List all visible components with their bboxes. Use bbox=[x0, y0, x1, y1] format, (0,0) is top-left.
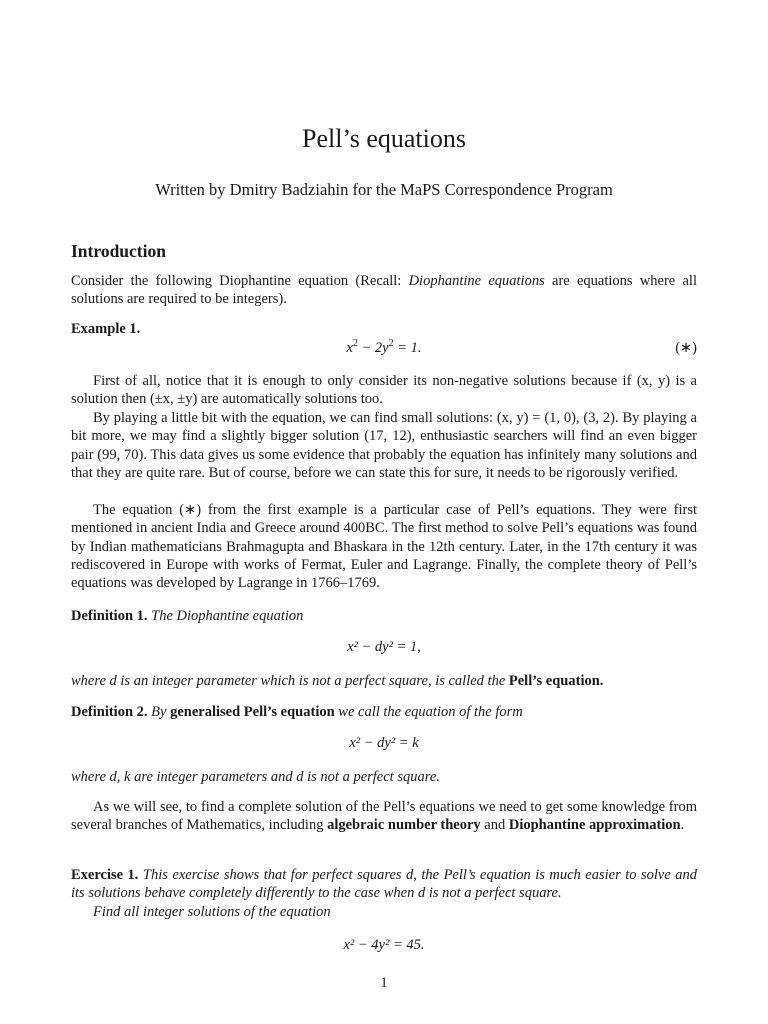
intro-text: Consider the following Diophantine equation (Recall: bbox=[71, 273, 409, 289]
example-1-label: Example 1. bbox=[71, 321, 141, 337]
exercise-1: Exercise 1. This exercise shows that for perfect squares d, the Pell’s equation is much easier to solve and its solutions behave completely differently to the case when d is not a perfect square. bbox=[71, 867, 697, 902]
exercise-1-equation: x² − 4y² = 45. bbox=[343, 937, 425, 953]
intro-paragraph bbox=[71, 272, 697, 309]
definition-1-conclusion: where d is an integer parameter which is not a perfect square, is called the Pell’s equation. bbox=[71, 673, 604, 689]
page-number: 1 bbox=[380, 975, 388, 991]
definition-2-conclusion: where d, k are integer parameters and d is not a perfect square. bbox=[71, 769, 440, 785]
author-line: Written by Dmitry Badziahin for the MaPS Correspondence Program bbox=[155, 180, 613, 199]
example-1-equation: $x^2 - 2y^2 = 1$. bbox=[346, 338, 422, 356]
paragraph-nonnegative: First of all, notice that it is enough to only consider its non-negative solutions because if (x, y) is a solution then (±x, ±y) are automatically solutions too. bbox=[71, 373, 697, 408]
intro-text-end: are equations where all solutions are required to be integers). bbox=[71, 273, 697, 308]
paragraph-small-solutions: By playing a little bit with the equation, we can find small solutions: (x, y) = (1, 0), (3, 2). By playing a bit more, we may find a slightly bigger solution (17, 12), enthusiastic searchers will find an even bigger pair (99, 70). This data gives us some evidence that probably the equation has infinitely many solutions and that they are quite rare. But of course, before we can state this for sure, it needs to be rigorously verified. bbox=[71, 410, 697, 481]
definition-1-equation: x² − dy² = 1, bbox=[347, 639, 421, 655]
definition-2-equation: x² − dy² = k bbox=[349, 735, 419, 751]
paragraph-branches: As we will see, to find a complete solution of the Pell’s equations we need to get some knowledge from several branches of Mathematics, including algebraic number theory and Diophantine approximation. bbox=[71, 799, 697, 834]
section-heading-introduction: Introduction bbox=[71, 241, 166, 261]
paragraph-history: The equation (∗) from the first example is a particular case of Pell’s equations. They were first mentioned in ancient India and Greece around 400BC. The first method to solve Pell’s equations was found by Indian mathematicians Brahmagupta and Bhaskara in the 12th century. Later, in the 17th century it was rediscovered in Europe with works of Fermat, Euler and Lagrange. Finally, the complete theory of Pell’s equations was developed by Lagrange in 1766–1769. bbox=[71, 502, 697, 592]
equation-tag: (∗) bbox=[675, 340, 697, 356]
intro-italic-term: Diophantine equations bbox=[408, 273, 545, 289]
definition-2: Definition 2. By generalised Pell’s equation we call the equation of the form bbox=[71, 704, 523, 720]
page-title: Pell’s equations bbox=[302, 124, 466, 153]
exercise-1-task: Find all integer solutions of the equation bbox=[93, 904, 331, 920]
definition-1: Definition 1. The Diophantine equation bbox=[71, 608, 304, 624]
